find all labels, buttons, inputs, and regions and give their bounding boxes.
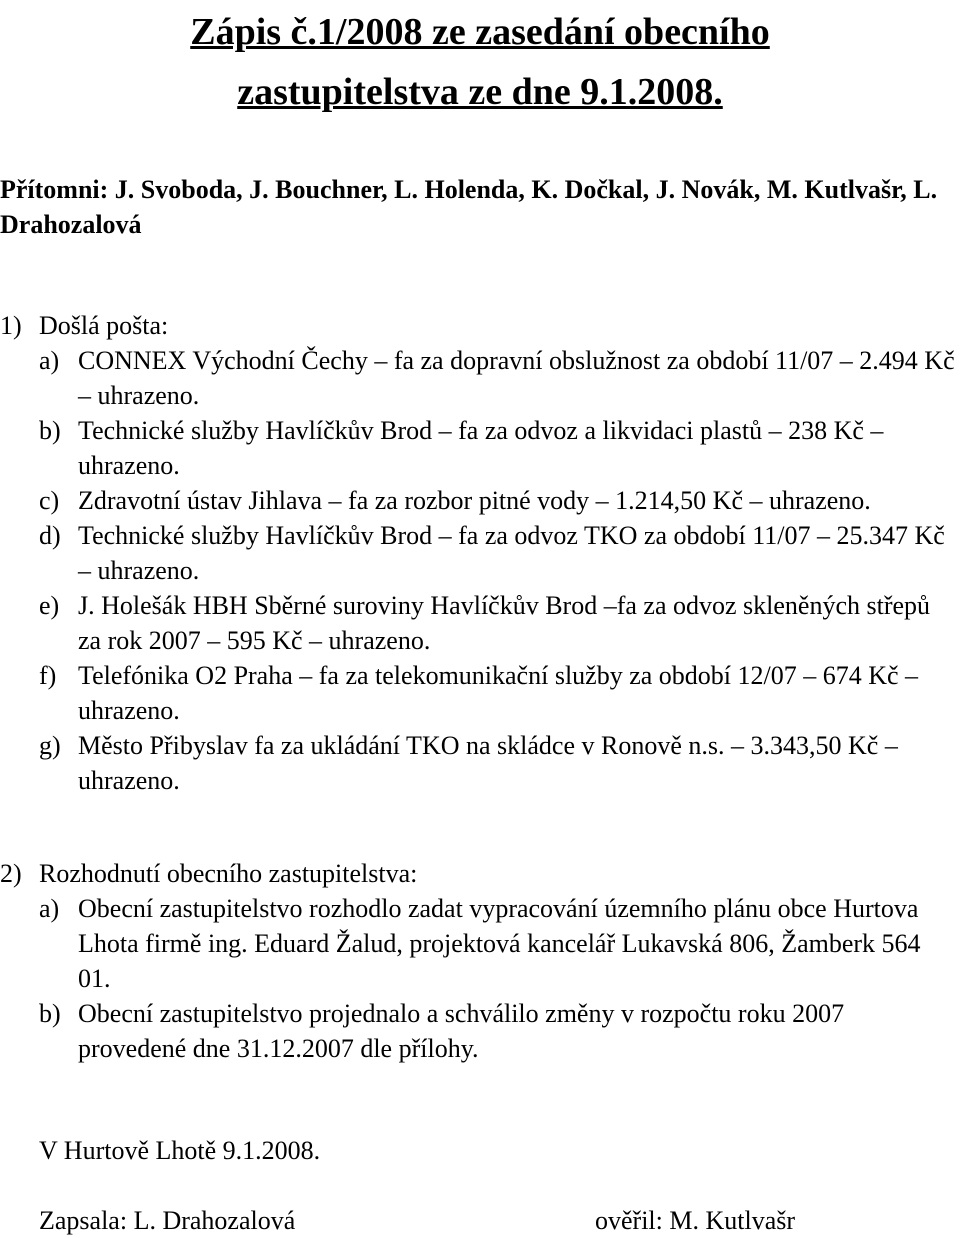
list-item <box>0 891 955 996</box>
item-text: J. Holešák HBH Sběrné suroviny Havlíčkův Brod –fa za odvoz skleněných střepů za rok 2007 – 595 Kč – uhrazeno. <box>78 591 931 655</box>
item-label: c) <box>39 486 60 515</box>
section-heading-text: Rozhodnutí obecního zastupitelstva: <box>39 859 418 888</box>
section-incoming-mail <box>0 308 955 798</box>
list-item <box>0 343 955 413</box>
place-and-date: V Hurtově Lhotě 9.1.2008. <box>39 1136 321 1165</box>
list-item <box>0 483 955 518</box>
section-number: 1) <box>0 311 22 340</box>
title-line-2: zastupitelstva ze dne 9.1.2008. <box>237 71 723 113</box>
item-text: CONNEX Východní Čechy – fa za dopravní obslužnost za období 11/07 – 2.494 Kč – uhrazeno. <box>78 346 955 410</box>
document-title <box>0 2 960 122</box>
recorded-by: Zapsala: L. Drahozalová <box>39 1206 296 1235</box>
item-label: e) <box>39 591 60 620</box>
item-label: f) <box>39 661 57 690</box>
section-heading-text: Došlá pošta: <box>39 311 169 340</box>
item-text: Obecní zastupitelstvo projednalo a schválilo změny v rozpočtu roku 2007 provedené dne 31.12.2007 dle přílohy. <box>78 999 845 1063</box>
item-label: a) <box>39 894 60 923</box>
item-label: a) <box>39 346 60 375</box>
verified-by: ověřil: M. Kutlvašr <box>595 1206 796 1235</box>
item-label: b) <box>39 416 61 445</box>
item-text: Město Přibyslav fa za ukládání TKO na skládce v Ronově n.s. – 3.343,50 Kč – uhrazeno. <box>78 731 898 795</box>
section-heading <box>0 308 955 343</box>
item-text: Telefónika O2 Praha – fa za telekomunikační služby za období 12/07 – 674 Kč – uhrazeno. <box>78 661 919 725</box>
list-item <box>0 658 955 728</box>
item-text: Obecní zastupitelstvo rozhodlo zadat vypracování územního plánu obce Hurtova Lhota firmě ing. Eduard Žalud, projektová kancelář Lukavská 806, Žamberk 564 01. <box>78 894 921 993</box>
item-label: b) <box>39 999 61 1028</box>
list-item <box>0 996 955 1066</box>
list-item <box>0 518 955 588</box>
list-item <box>0 413 955 483</box>
section-number: 2) <box>0 859 22 888</box>
item-text: Technické služby Havlíčkův Brod – fa za odvoz a likvidaci plastů – 238 Kč – uhrazeno. <box>78 416 884 480</box>
item-label: d) <box>39 521 61 550</box>
item-text: Zdravotní ústav Jihlava – fa za rozbor pitné vody – 1.214,50 Kč – uhrazeno. <box>78 486 871 515</box>
list-item <box>0 588 955 658</box>
section-council-decisions <box>0 856 955 1066</box>
item-label: g) <box>39 731 61 760</box>
section-heading <box>0 856 955 891</box>
attendees: Přítomni: J. Svoboda, J. Bouchner, L. Holenda, K. Dočkal, J. Novák, M. Kutlvašr, L. Drahozalová <box>0 175 938 239</box>
item-text: Technické služby Havlíčkův Brod – fa za odvoz TKO za období 11/07 – 25.347 Kč – uhrazeno. <box>78 521 945 585</box>
list-item <box>0 728 955 798</box>
title-line-1: Zápis č.1/2008 ze zasedání obecního <box>190 11 770 53</box>
